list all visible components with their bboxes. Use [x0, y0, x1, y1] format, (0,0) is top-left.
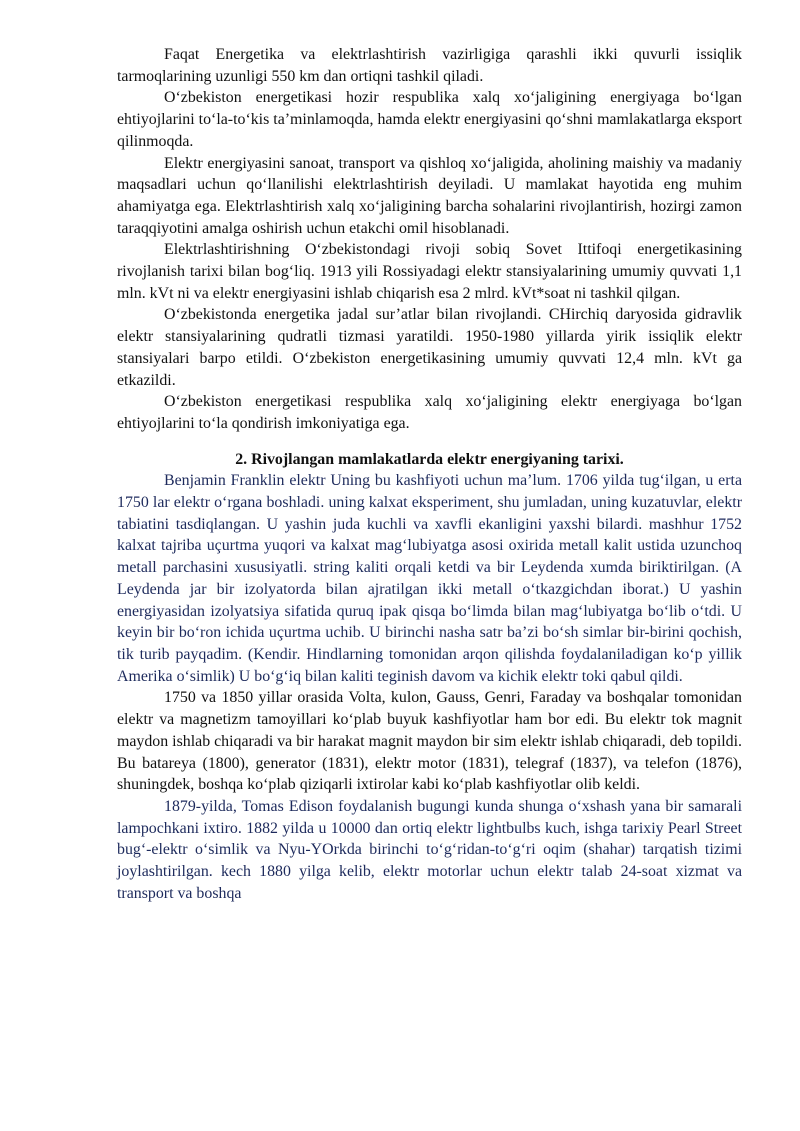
section-heading: 2. Rivojlangan mamlakatlarda elektr energiyaning tarixi.	[235, 450, 624, 468]
history-section-edison	[117, 796, 742, 905]
paragraph-energy-export: O‘zbekiston energetikasi hozir respublika xalq xo‘jaligining energiyaga bo‘lgan ehtiyojlarini to‘la-to‘kis ta’minlamoqda, hamda elektr energiyasini qo‘shni mamlakatlarga eksport qilinmoqda.	[117, 89, 742, 150]
paragraph-electrification-definition: Elektr energiyasini sanoat, transport va qishloq xo‘jaligida, aholining maishiy va madaniy maqsadlari uchun qo‘llanilishi elektrlashtirish deyiladi. U mamlakat hayotida eng muhim ahamiyatga ega. Elektrlashtirish xalq xo‘jaligining barcha sohalarini rivojlantirish, hozirgi zamon taraqqiyotini amalga oshirish uchun etakchi omil hisoblanadi.	[117, 154, 742, 237]
paragraph-franklin: Benjamin Franklin elektr Uning bu kashfiyoti uchun ma’lum. 1706 yilda tug‘ilgan, u erta 1750 lar elektr o‘rgana boshladi. uning kalxat eksperiment, shu jumladan, uning kuzatuvlar, elektr tabiatini tasdiqlangan. U yashin juda kuchli va xavfli ekanligini yaxshi bilardi. mashhur 1752 kalxat tajriba uçurtma yuqori va kalxat mag‘lubiyatga asosi oxirida metall kalit ustida uzunchoq metall parchasini xususiyatli. string kaliti orqali ketdi va bir Leydenda xumda biriktirilgan. (A Leydenda jar bir izolyatorda bilan ajratilgan ikki metall o‘tkazgichdan iborat.) U yashin energiyasidan izolyatsiya sifatida quruq ipak qisqa bo‘limda bilan mag‘lubiyatga bo‘lib o‘tdi. U keyin bir bo‘ron ichida uçurtma uchib. U birinchi nasha satr ba’zi bo‘sh simlar bir-birini qochish, tik turib payqadim. (Kendir. Hindlarning tomonidan arqon qilishda foydalaniladigan ko‘p yillik Amerika o‘simlik) U bo‘g‘iq bilan kaliti teginish davom va kichik elektr toki qabul qildi.	[117, 472, 742, 685]
history-section-continued	[117, 687, 742, 796]
paragraph-discoveries-1750-1850: 1750 va 1850 yillar orasida Volta, kulon, Gauss, Genri, Faraday va boshqalar tomonidan elektr va magnetizm tamoyillari ko‘plab buyuk kashfiyotlar ham bor edi. Bu elektr tok magnit maydon ishlab chiqaradi va bir harakat magnit maydon bir sim elektr ishlab chiqaradi, deb topildi. Bu batareya (1800), generator (1831), elektr motor (1831), telegraf (1837), va telefon (1876), shuningdek, boshqa ko‘plab qiziqarli ixtirolar kabi ko‘plab kashfiyotlar olib keldi.	[117, 689, 742, 794]
paragraph-edison: 1879-yilda, Tomas Edison foydalanish bugungi kunda shunga o‘xshash yana bir samarali lampochkani ixtiro. 1882 yilda u 10000 dan ortiq elektr lightbulbs kuch, ishga tarixiy Pearl Street bug‘-elektr o‘simlik va Nyu-YOrkda birinchi to‘g‘ridan-to‘g‘ri oqim (shahar) tarqatish tizimi joylashtirilgan. kech 1880 yilga kelib, elektr motorlar uchun elektr talab 24-soat xizmat va transport va boshqa	[117, 797, 742, 902]
paragraph-energy-capacity: O‘zbekiston energetikasi respublika xalq xo‘jaligining elektr energiyaga bo‘lgan ehtiyojlarini to‘la qondirish imkoniyatiga ega.	[117, 393, 742, 432]
document-page	[117, 44, 742, 904]
paragraph-uzbek-development: O‘zbekistonda energetika jadal sur’atlar bilan rivojlandi. CHirchiq daryosida gidravlik elektr stansiyalarining qudratli tizmasi yaratildi. 1950-1980 yillarda yirik issiqlik elektr stansiyalari barpo etildi. O‘zbekiston energetikasining umumiy quvvati 12,4 mln. kVt ga etkazildi.	[117, 306, 742, 389]
history-section	[117, 470, 742, 687]
intro-section	[117, 44, 742, 435]
paragraph-heat-networks: Faqat Energetika va elektrlashtirish vazirligiga qarashli ikki quvurli issiqlik tarmoqlarining uzunligi 550 km dan ortiqni tashkil qiladi.	[117, 46, 742, 85]
paragraph-soviet-history: Elektrlashtirishning O‘zbekistondagi rivoji sobiq Sovet Ittifoqi energetikasining rivojlanish tarixi bilan bog‘liq. 1913 yili Rossiyadagi elektr stansiyalarining umumiy quvvati 1,1 mln. kVt ni va elektr energiyasini ishlab chiqarish esa 2 mlrd. kVt*soat ni tashkil qilgan.	[117, 241, 742, 302]
